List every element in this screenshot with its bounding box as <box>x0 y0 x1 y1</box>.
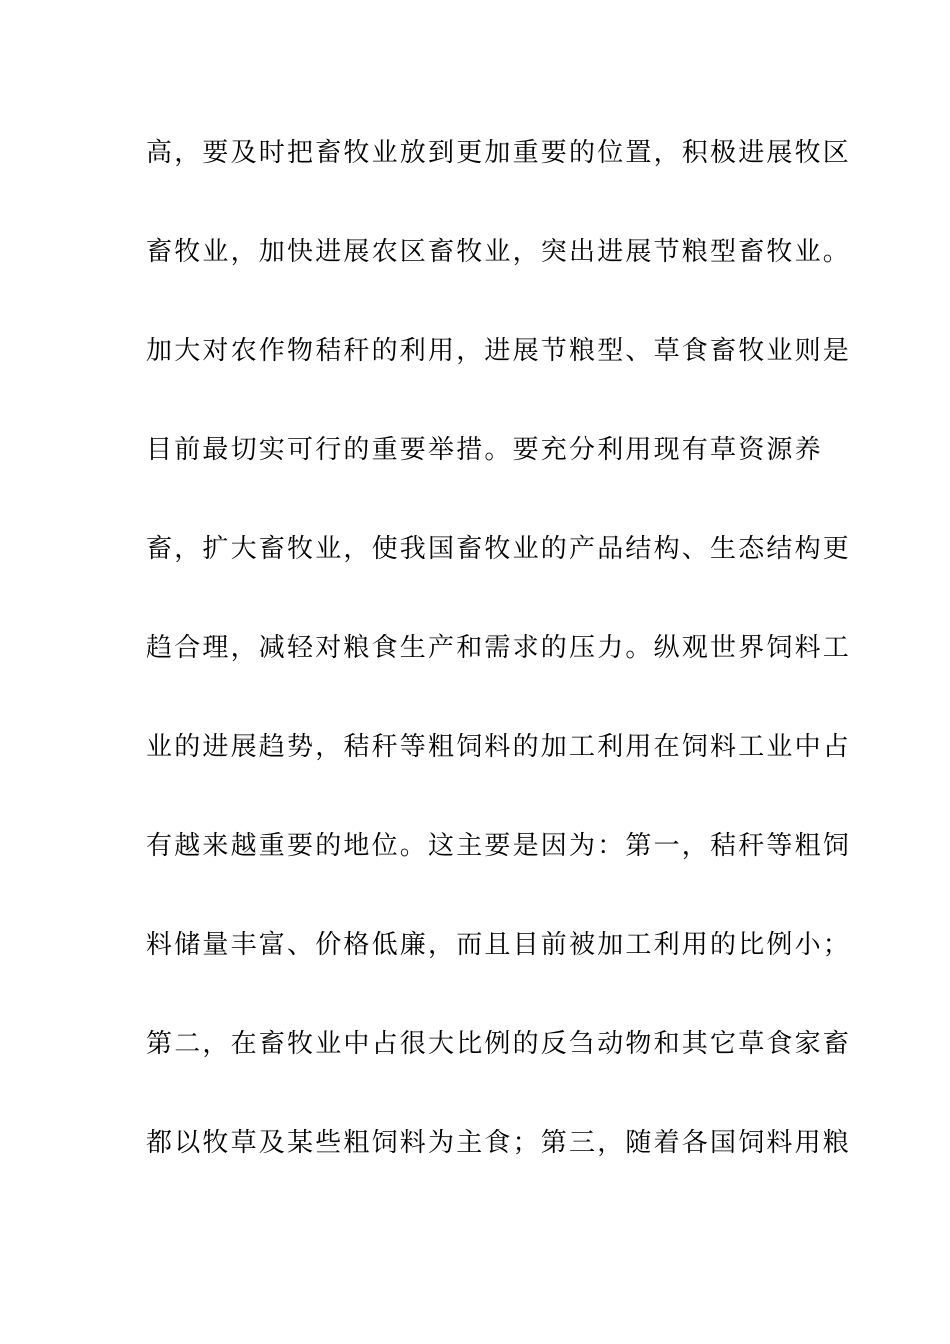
text-line: 畜牧业，加快进展农区畜牧业，突出进展节粮型畜牧业。 <box>146 237 852 267</box>
text-line: 目前最切实可行的重要举措。要充分利用现有草资源养 <box>146 435 823 465</box>
text-line: 料储量丰富、价格低廉，而且目前被加工利用的比例小； <box>146 930 852 960</box>
text-line: 高，要及时把畜牧业放到更加重要的位置，积极进展牧区 <box>146 138 852 168</box>
text-line: 有越来越重要的地位。这主要是因为：第一，秸秆等粗饲 <box>146 831 852 861</box>
text-line: 业的进展趋势，秸秆等粗饲料的加工利用在饲料工业中占 <box>146 732 852 762</box>
text-line: 第二，在畜牧业中占很大比例的反刍动物和其它草食家畜 <box>146 1029 852 1059</box>
text-line: 畜，扩大畜牧业，使我国畜牧业的产品结构、生态结构更 <box>146 534 852 564</box>
text-line: 都以牧草及某些粗饲料为主食；第三，随着各国饲料用粮 <box>146 1128 852 1158</box>
body-paragraph <box>146 126 852 1215</box>
text-line: 加大对农作物秸秆的利用，进展节粮型、草食畜牧业则是 <box>146 336 852 366</box>
text-line: 趋合理，减轻对粮食生产和需求的压力。纵观世界饲料工 <box>146 633 852 663</box>
